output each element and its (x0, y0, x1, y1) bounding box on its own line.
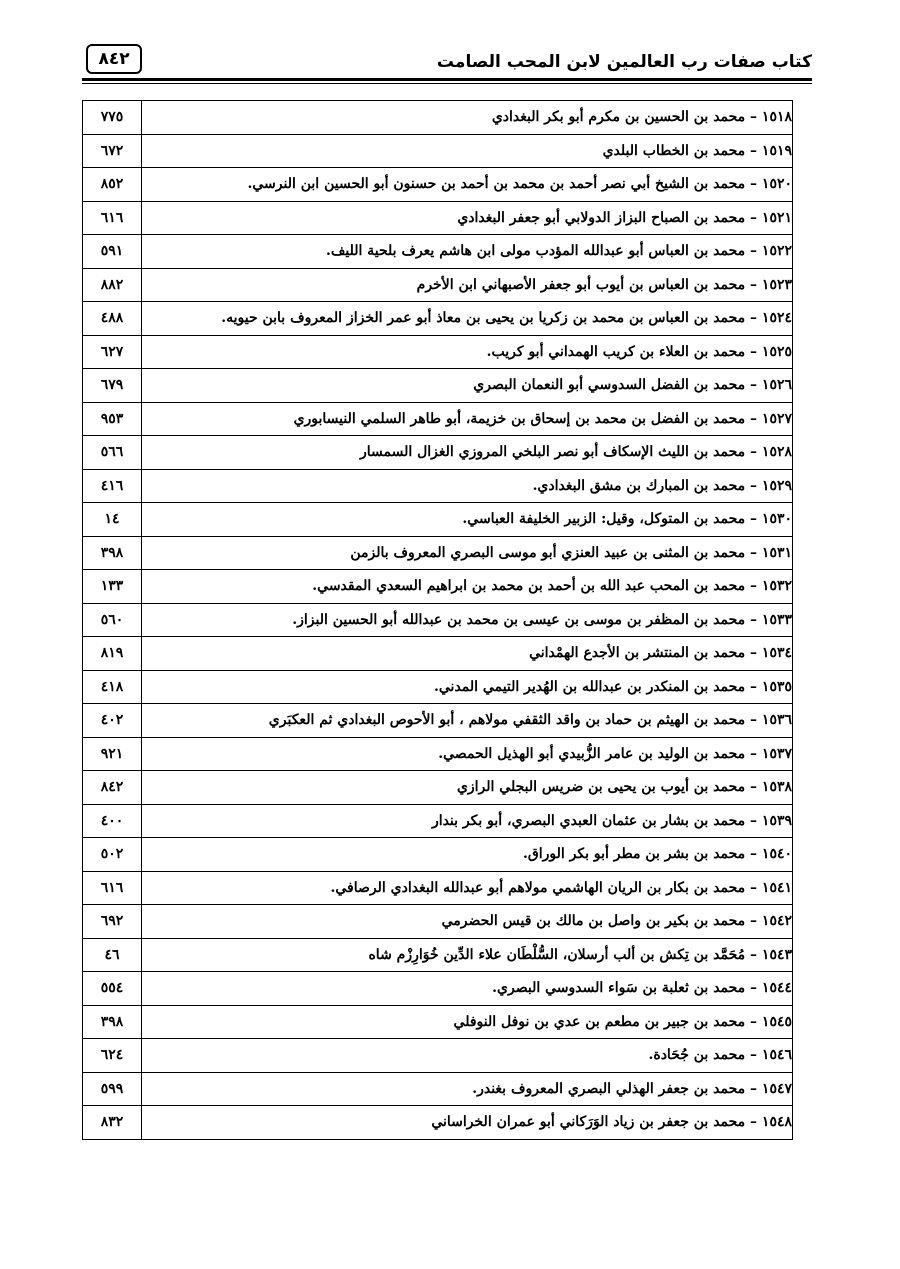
entry-name: ١٥٢٢ – محمد بن العباس أبو عبدالله المؤدب مولى ابن هاشم يعرف بلحية الليف. (142, 235, 793, 269)
table-row (83, 1005, 793, 1039)
index-table-body (83, 101, 793, 1140)
entry-name: ١٥٤٣ – مُحَمَّد بن تِكش بن ألب أرسلان، السُّلْطَان علاء الدِّين خُوَارِزْم شاه (142, 938, 793, 972)
entry-name: ١٥١٨ – محمد بن الحسين بن مكرم أبو بكر البغدادي (142, 101, 793, 135)
entry-name: ١٥٢١ – محمد بن الصباح البزاز الدولابي أبو جعفر البغدادي (142, 201, 793, 235)
table-row (83, 402, 793, 436)
table-row (83, 637, 793, 671)
entry-page-number: ٦٧٩ (83, 369, 142, 403)
table-row (83, 704, 793, 738)
table-row (83, 871, 793, 905)
entry-page-number: ٥٠٢ (83, 838, 142, 872)
entry-page-number: ٣٩٨ (83, 536, 142, 570)
entry-name: ١٥٢٣ – محمد بن العباس بن أيوب أبو جعفر الأصبهاني ابن الأخرم (142, 268, 793, 302)
entry-page-number: ٤١٨ (83, 670, 142, 704)
entry-name: ١٥٣١ – محمد بن المثنى بن عبيد العنزي أبو موسى البصري المعروف بالزمن (142, 536, 793, 570)
entry-name: ١٥٣٧ – محمد بن الوليد بن عامر الزُّبيدي أبو الهذيل الحمصي. (142, 737, 793, 771)
table-row (83, 838, 793, 872)
entry-name: ١٥٢٦ – محمد بن الفضل السدوسي أبو النعمان البصري (142, 369, 793, 403)
table-row (83, 670, 793, 704)
entry-name: ١٥١٩ – محمد بن الخطاب البلدي (142, 134, 793, 168)
entry-name: ١٥٢٥ – محمد بن العلاء بن كريب الهمداني أبو كريب. (142, 335, 793, 369)
entry-page-number: ٤١٦ (83, 469, 142, 503)
table-row (83, 972, 793, 1006)
table-row (83, 201, 793, 235)
page-header (82, 44, 812, 80)
entry-name: ١٥٣٤ – محمد بن المنتشر بن الأجدع الهمْداني (142, 637, 793, 671)
table-row (83, 101, 793, 135)
entry-name: ١٥٤٢ – محمد بن بكير بن واصل بن مالك بن قيس الحضرمي (142, 905, 793, 939)
table-row (83, 1039, 793, 1073)
table-row (83, 1106, 793, 1140)
table-row (83, 536, 793, 570)
table-row (83, 235, 793, 269)
entry-page-number: ١٤ (83, 503, 142, 537)
table-row (83, 603, 793, 637)
entry-page-number: ٨٤٢ (83, 771, 142, 805)
table-row (83, 771, 793, 805)
table-row (83, 335, 793, 369)
page-number: ٨٤٢ (86, 44, 142, 74)
entry-name: ١٥٣٣ – محمد بن المظفر بن موسى بن عيسى بن محمد بن عبدالله أبو الحسين البزاز. (142, 603, 793, 637)
entry-page-number: ٦١٦ (83, 871, 142, 905)
entry-page-number: ٦٧٢ (83, 134, 142, 168)
entry-name: ١٥٣٠ – محمد بن المتوكل، وقيل: الزبير الخليفة العباسي. (142, 503, 793, 537)
table-row (83, 1072, 793, 1106)
entry-name: ١٥٢٨ – محمد بن الليث الإسكاف أبو نصر البلخي المروزي الغزال السمسار (142, 436, 793, 470)
table-row (83, 369, 793, 403)
table-row (83, 168, 793, 202)
entry-name: ١٥٣٨ – محمد بن أيوب بن يحيى بن ضريس البجلي الرازي (142, 771, 793, 805)
entry-page-number: ٥٦٠ (83, 603, 142, 637)
entry-page-number: ٦٢٤ (83, 1039, 142, 1073)
table-row (83, 905, 793, 939)
header-divider-thin (82, 83, 812, 84)
entry-page-number: ٥٩٩ (83, 1072, 142, 1106)
entry-page-number: ٤٠٠ (83, 804, 142, 838)
index-table (82, 100, 793, 1140)
entry-name: ١٥٢٠ – محمد بن الشيخ أبي نصر أحمد بن محمد بن أحمد بن حسنون أبو الحسين ابن النرسي. (142, 168, 793, 202)
entry-name: ١٥٣٦ – محمد بن الهيثم بن حماد بن واقد الثقفي مولاهم ، أبو الأحوص البغدادي ثم العكبَري (142, 704, 793, 738)
entry-name: ١٥٣٩ – محمد بن بشار بن عثمان العبدي البصري، أبو بكر بندار (142, 804, 793, 838)
table-row (83, 469, 793, 503)
entry-page-number: ٩٢١ (83, 737, 142, 771)
table-row (83, 268, 793, 302)
entry-name: ١٥٤٠ – محمد بن بشر بن مطر أبو بكر الوراق. (142, 838, 793, 872)
entry-name: ١٥٤٦ – محمد بن جُحَادة. (142, 1039, 793, 1073)
entry-name: ١٥٤٨ – محمد بن جعفر بن زياد الوَرَكاني أبو عمران الخراساني (142, 1106, 793, 1140)
table-row (83, 503, 793, 537)
table-row (83, 436, 793, 470)
entry-name: ١٥٢٩ – محمد بن المبارك بن مشق البغدادي. (142, 469, 793, 503)
entry-name: ١٥٢٧ – محمد بن الفضل بن محمد بن إسحاق بن خزيمة، أبو طاهر السلمي النيسابوري (142, 402, 793, 436)
table-row (83, 134, 793, 168)
entry-page-number: ٨١٩ (83, 637, 142, 671)
entry-name: ١٥٤٤ – محمد بن ثعلبة بن سَواء السدوسي البصري. (142, 972, 793, 1006)
entry-name: ١٥٣٢ – محمد بن المحب عبد الله بن أحمد بن محمد بن ابراهيم السعدي المقدسي. (142, 570, 793, 604)
table-row (83, 570, 793, 604)
entry-name: ١٥٤٧ – محمد بن جعفر الهذلي البصري المعروف بغندر. (142, 1072, 793, 1106)
entry-page-number: ٥٩١ (83, 235, 142, 269)
entry-name: ١٥٤١ – محمد بن بكار بن الريان الهاشمي مولاهم أبو عبدالله البغدادي الرصافي. (142, 871, 793, 905)
entry-page-number: ٧٧٥ (83, 101, 142, 135)
entry-page-number: ٤٦ (83, 938, 142, 972)
entry-page-number: ١٣٣ (83, 570, 142, 604)
entry-page-number: ٩٥٣ (83, 402, 142, 436)
entry-page-number: ٨٨٢ (83, 268, 142, 302)
entry-name: ١٥٢٤ – محمد بن العباس بن محمد بن زكريا بن يحيى بن معاذ أبو عمر الخزاز المعروف بابن حيويه. (142, 302, 793, 336)
book-title: كتاب صفات رب العالمين لابن المحب الصامت (436, 52, 812, 72)
table-row (83, 737, 793, 771)
table-row (83, 938, 793, 972)
entry-page-number: ٦٩٢ (83, 905, 142, 939)
entry-name: ١٥٣٥ – محمد بن المنكدر بن عبدالله بن الهُدير التيمي المدني. (142, 670, 793, 704)
entry-page-number: ٣٩٨ (83, 1005, 142, 1039)
entry-page-number: ٤٠٢ (83, 704, 142, 738)
entry-page-number: ٦١٦ (83, 201, 142, 235)
entry-page-number: ٤٨٨ (83, 302, 142, 336)
entry-page-number: ٨٥٢ (83, 168, 142, 202)
entry-page-number: ٨٣٢ (83, 1106, 142, 1140)
table-row (83, 302, 793, 336)
entry-page-number: ٥٦٦ (83, 436, 142, 470)
entry-page-number: ٥٥٤ (83, 972, 142, 1006)
header-divider (82, 78, 812, 81)
entry-page-number: ٦٢٧ (83, 335, 142, 369)
table-row (83, 804, 793, 838)
entry-name: ١٥٤٥ – محمد بن جبير بن مطعم بن عدي بن نوفل النوفلي (142, 1005, 793, 1039)
